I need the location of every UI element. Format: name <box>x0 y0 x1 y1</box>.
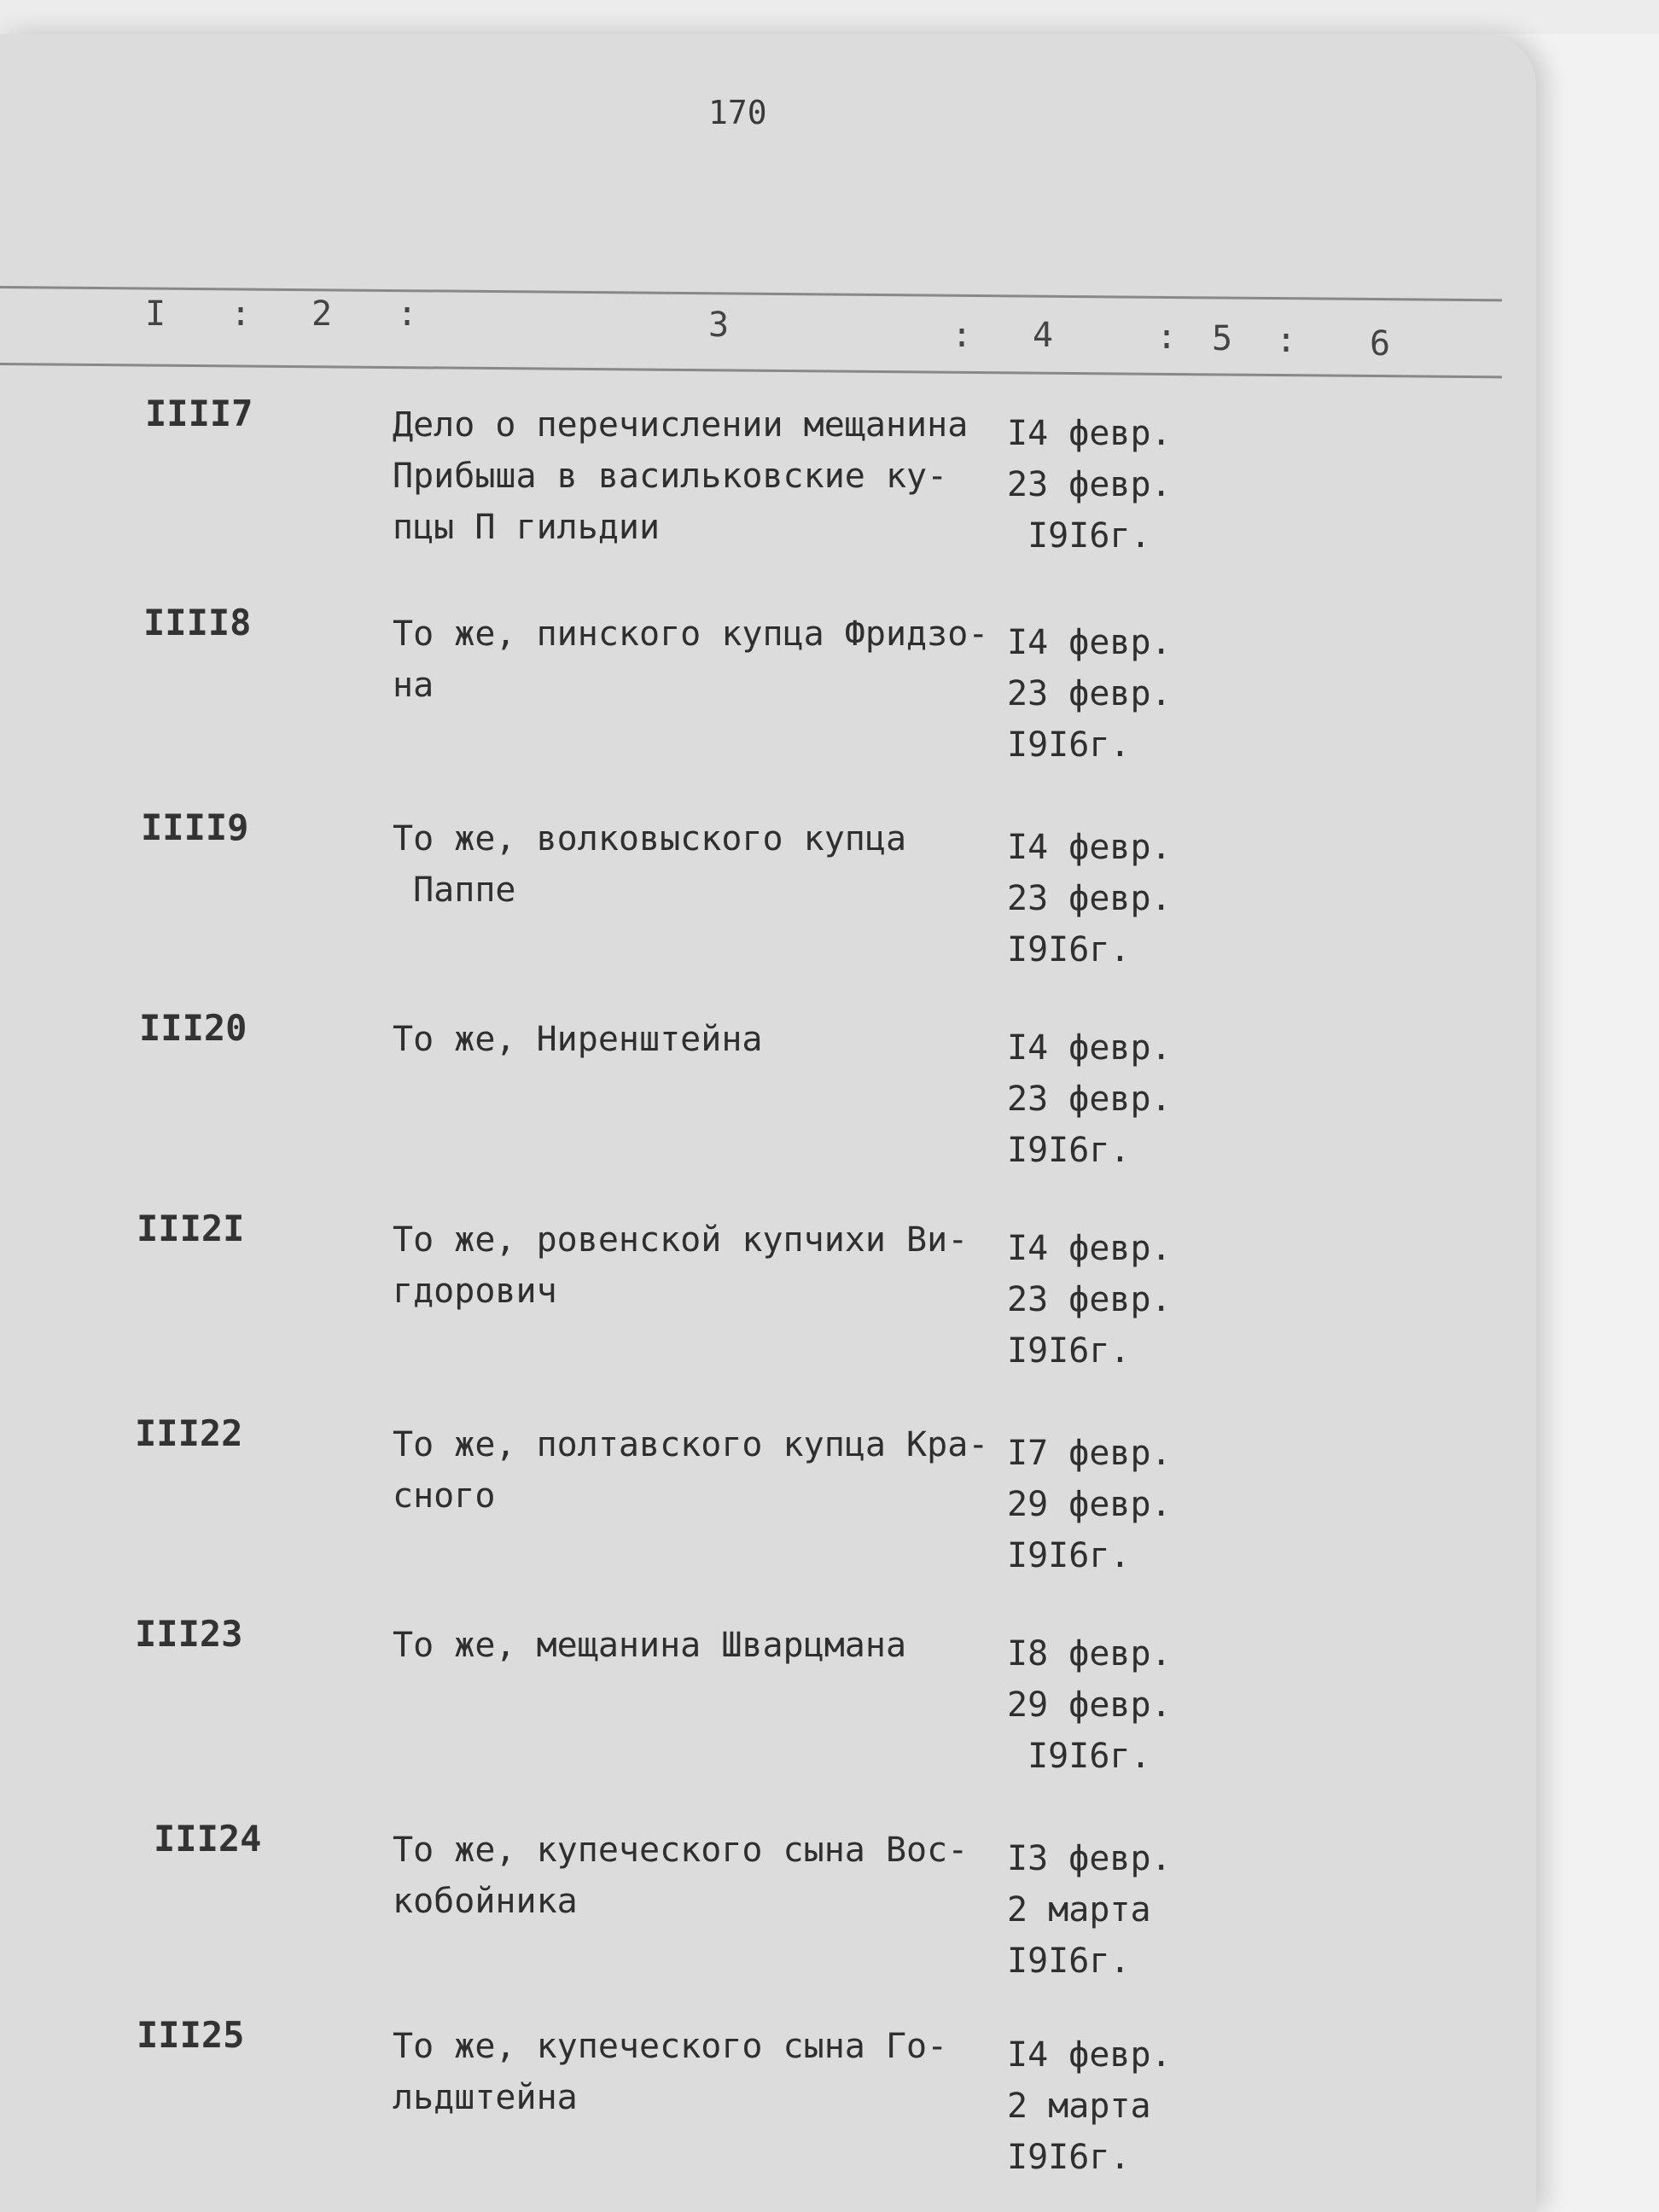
date-line: I4 февр. <box>1007 2035 1172 2075</box>
description-line: То же, пинского купца Фридзо- <box>393 614 989 654</box>
case-number: IIII8 <box>143 602 252 643</box>
description-line: сного <box>393 1476 496 1516</box>
column-header-3: 3 <box>708 306 730 345</box>
date-line: 23 февр. <box>1007 879 1172 918</box>
date-line: I9I6г. <box>1007 1941 1131 1981</box>
case-dates <box>1007 408 1172 562</box>
case-number: III22 <box>135 1412 243 1454</box>
description-line: Прибыша в васильковские ку- <box>393 457 948 496</box>
case-dates <box>1007 2029 1172 2183</box>
column-separator: : <box>230 294 252 334</box>
description-line: То же, купеческого сына Вос- <box>393 1831 969 1870</box>
description-line: Дело о перечислении мещанина <box>393 405 969 445</box>
case-dates <box>1007 1223 1172 1377</box>
case-description <box>393 1014 1007 1065</box>
description-line: То же, купеческого сына Го- <box>393 2027 948 2066</box>
case-description <box>393 1419 1007 1522</box>
description-line: То же, мещанина Шварцмана <box>393 1626 907 1665</box>
column-header-6: 6 <box>1370 324 1391 364</box>
case-description <box>393 399 1007 553</box>
case-description <box>393 813 1007 916</box>
table-row <box>0 1208 1536 1395</box>
date-line: 29 февр. <box>1007 1485 1172 1524</box>
background-strip <box>0 0 1659 34</box>
description-line: льдштейна <box>393 2078 578 2117</box>
description-line: То же, ровенской купчихи Ви- <box>393 1220 969 1260</box>
case-description <box>393 1825 1007 1927</box>
column-header-5: 5 <box>1212 319 1233 358</box>
date-line: I4 февр. <box>1007 414 1172 453</box>
date-line: 2 марта <box>1007 1890 1151 1930</box>
case-dates <box>1007 1428 1172 1581</box>
date-line: I9I6г. <box>1007 1331 1131 1371</box>
table-row <box>0 1818 1536 2005</box>
date-line: I4 февр. <box>1007 1229 1172 1268</box>
case-description <box>393 1620 1007 1671</box>
date-line: I9I6г. <box>1007 1737 1151 1776</box>
case-dates <box>1007 1022 1172 1176</box>
table-row <box>0 1007 1536 1195</box>
header-rule-top <box>0 286 1502 301</box>
date-line: I4 февр. <box>1007 623 1172 662</box>
date-line: I4 февр. <box>1007 1028 1172 1068</box>
description-line: То же, волковыского купца <box>393 819 907 859</box>
table-row <box>0 1613 1536 1801</box>
date-line: I3 февр. <box>1007 1839 1172 1878</box>
date-line: I7 февр. <box>1007 1434 1172 1473</box>
column-separator: : <box>952 316 973 355</box>
case-description <box>393 1214 1007 1317</box>
case-dates <box>1007 1628 1172 1782</box>
description-line: То же, Ниренштейна <box>393 1020 763 1059</box>
date-line: 2 марта <box>1007 2087 1151 2126</box>
case-dates <box>1007 617 1172 771</box>
description-line: на <box>393 666 434 705</box>
table-row <box>0 1412 1536 1600</box>
case-number: III25 <box>137 2014 245 2056</box>
case-dates <box>1007 1833 1172 1987</box>
date-line: 23 февр. <box>1007 465 1172 504</box>
table-row <box>0 806 1536 994</box>
case-number: III24 <box>154 1818 262 1860</box>
table-row <box>0 2014 1536 2202</box>
date-line: 23 февр. <box>1007 1280 1172 1319</box>
table-row <box>0 393 1536 580</box>
description-line: пцы П гильдии <box>393 508 661 547</box>
case-number: III23 <box>135 1613 243 1655</box>
description-line: кобойника <box>393 1882 578 1921</box>
date-line: I9I6г. <box>1007 2138 1131 2177</box>
case-dates <box>1007 822 1172 975</box>
case-number: IIII9 <box>141 806 249 848</box>
date-line: I4 февр. <box>1007 828 1172 867</box>
date-line: 29 февр. <box>1007 1685 1172 1725</box>
document-page <box>0 34 1536 2212</box>
case-description <box>393 608 1007 711</box>
column-separator: : <box>1156 317 1178 357</box>
case-number: III20 <box>139 1007 247 1049</box>
page-number: 170 <box>708 94 767 131</box>
description-line: Паппе <box>393 870 516 910</box>
date-line: 23 февр. <box>1007 1080 1172 1119</box>
column-header-1: I <box>145 294 166 334</box>
date-line: 23 февр. <box>1007 674 1172 713</box>
date-line: I9I6г. <box>1007 516 1151 556</box>
header-rule-bottom <box>0 363 1502 378</box>
date-line: I8 февр. <box>1007 1634 1172 1674</box>
case-description <box>393 2021 1007 2123</box>
table-row <box>0 602 1536 789</box>
description-line: гдорович <box>393 1272 557 1311</box>
date-line: I9I6г. <box>1007 725 1131 765</box>
case-number: III2I <box>137 1208 245 1249</box>
column-separator: : <box>1276 321 1297 360</box>
date-line: I9I6г. <box>1007 1131 1131 1170</box>
case-number: IIII7 <box>145 393 253 434</box>
column-header-4: 4 <box>1033 316 1054 355</box>
date-line: I9I6г. <box>1007 1536 1131 1575</box>
description-line: То же, полтавского купца Кра- <box>393 1425 989 1464</box>
column-separator: : <box>397 294 418 334</box>
column-header-2: 2 <box>311 294 333 334</box>
date-line: I9I6г. <box>1007 930 1131 969</box>
